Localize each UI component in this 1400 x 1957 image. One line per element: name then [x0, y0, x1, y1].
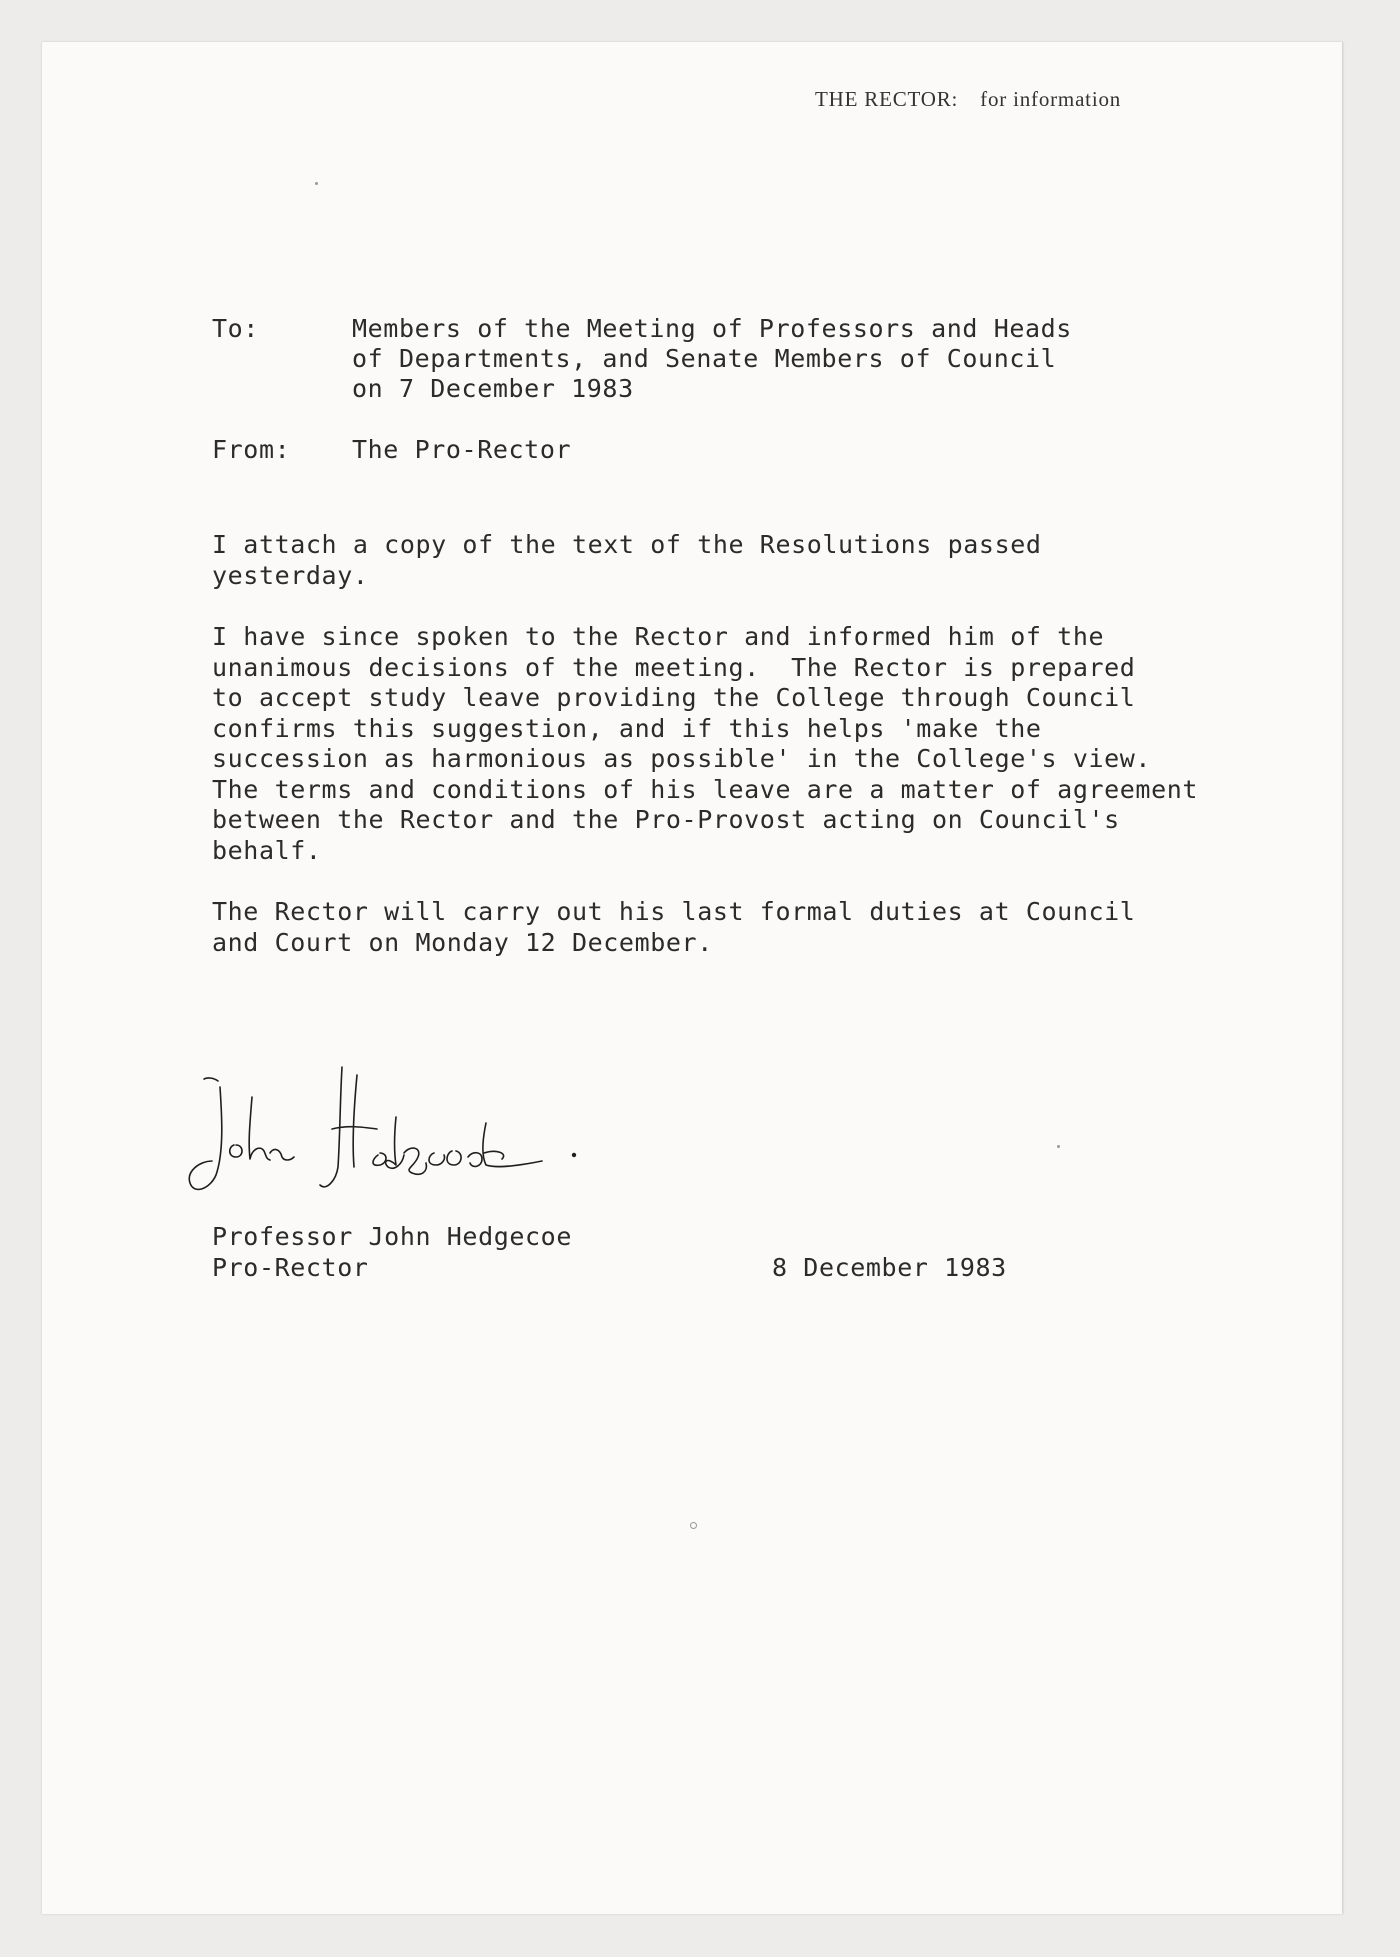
- from-value: The Pro-Rector: [352, 435, 572, 464]
- routing-recipient: THE RECTOR:: [815, 87, 959, 111]
- scan-speck: [690, 1522, 697, 1529]
- to-line-1: Members of the Meeting of Professors and Heads: [352, 314, 1072, 343]
- paragraph-line: I have since spoken to the Rector and informed him of the: [212, 622, 1105, 651]
- paragraph-line: confirms this suggestion, and if this helps 'make the: [212, 713, 1042, 743]
- to-label: To:: [212, 314, 259, 343]
- to-line-2: of Departments, and Senate Members of Council: [352, 344, 1057, 373]
- paragraph-line: The Rector will carry out his last formal duties at Council: [212, 897, 1136, 926]
- paragraph-line: and Court on Monday 12 December.: [212, 927, 713, 957]
- scan-speck: [1057, 1145, 1060, 1148]
- paragraph-line: yesterday.: [212, 560, 369, 590]
- paragraph-line: behalf.: [212, 835, 322, 865]
- from-label: From:: [212, 435, 291, 464]
- signatory-title: Pro-Rector: [212, 1253, 369, 1282]
- document-date: 8 December 1983: [772, 1253, 1007, 1282]
- routing-note-text: for information: [980, 87, 1122, 111]
- paragraph-study-leave: [212, 622, 1292, 866]
- document-page: [42, 42, 1343, 1914]
- paragraph-line: The terms and conditions of his leave are a matter of agreement: [212, 774, 1199, 804]
- signature-lettering: John Hedgecoe.: [182, 1057, 189, 1058]
- paragraph-line: succession as harmonious as possible' in the College's view.: [212, 744, 1152, 773]
- paragraph-line: unanimous decisions of the meeting. The Rector is prepared: [212, 652, 1136, 682]
- signatory-name: Professor John Hedgecoe: [212, 1222, 572, 1251]
- paragraph-line: I attach a copy of the text of the Resolutions passed: [212, 530, 1042, 559]
- paragraph-line: to accept study leave providing the College through Council: [212, 683, 1136, 712]
- routing-note: [815, 87, 1121, 112]
- paragraph-attachment: [212, 530, 1292, 591]
- scan-speck: [315, 182, 318, 185]
- paragraph-line: between the Rector and the Pro-Provost acting on Council's: [212, 805, 1120, 834]
- to-line-3: on 7 December 1983: [352, 374, 634, 403]
- paragraph-final-duties: [212, 897, 1292, 958]
- handwritten-signature: [182, 1057, 582, 1197]
